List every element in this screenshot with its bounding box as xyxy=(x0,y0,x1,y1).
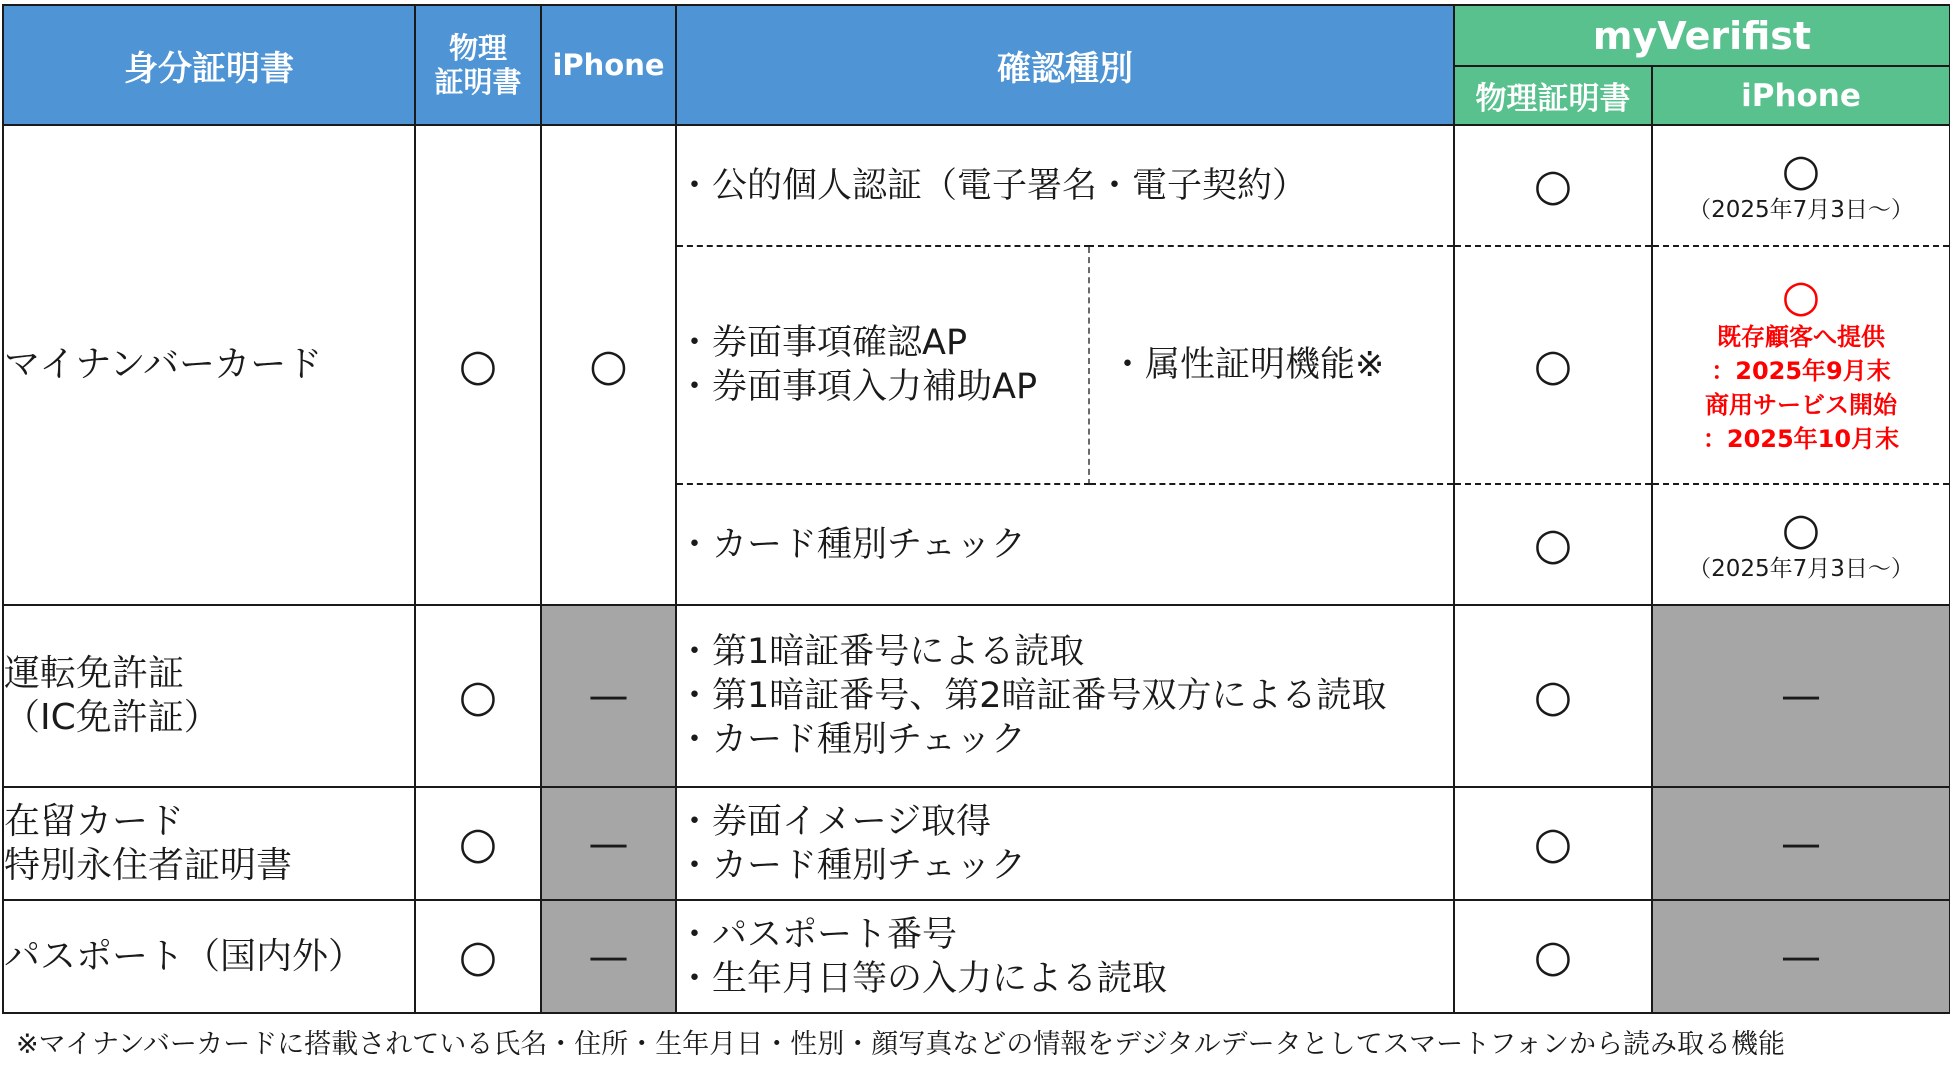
mynumber-mv-note-4: ：2025年10月末 xyxy=(1702,425,1900,453)
license-iphone-unsupported: — xyxy=(541,605,676,787)
header-iphone: iPhone xyxy=(541,5,676,125)
mynumber-check-ap2: ・券面事項入力補助AP xyxy=(677,367,1038,407)
mynumber-mv-iphone-r3 xyxy=(1652,484,1950,605)
header-check-type: 確認種別 xyxy=(676,5,1454,125)
passport-iphone-unsupported: — xyxy=(541,900,676,1013)
mynumber-iphone-mark: ○ xyxy=(541,125,676,605)
license-name-line1: 運転免許証 xyxy=(4,653,185,694)
row-residence-name xyxy=(3,787,415,900)
mynumber-physical-mark: ○ xyxy=(415,125,541,605)
mynumber-mv-physical-r3: ○ xyxy=(1454,484,1652,605)
row-license-name xyxy=(3,605,415,787)
license-checks xyxy=(676,605,1454,787)
header-myverifist: myVerifist xyxy=(1454,5,1950,66)
mynumber-mv-physical-r1: ○ xyxy=(1454,125,1652,246)
header-physical-line2: 証明書 xyxy=(434,65,522,99)
header-physical xyxy=(415,5,541,125)
passport-check-2: ・生年月日等の入力による読取 xyxy=(677,958,1168,999)
mynumber-mv-note-2: ：2025年9月末 xyxy=(1711,357,1891,385)
mynumber-check-card-ap xyxy=(676,246,1089,484)
header-physical-line1: 物理 xyxy=(448,31,507,65)
header-document: 身分証明書 xyxy=(3,5,415,125)
mynumber-check-attribute: ・属性証明機能※ xyxy=(1089,246,1454,484)
license-physical-mark: ○ xyxy=(415,605,541,787)
header-mv-iphone: iPhone xyxy=(1652,66,1950,125)
residence-mv-physical-mark: ○ xyxy=(1454,787,1652,900)
mynumber-mv-iphone-r2 xyxy=(1652,246,1950,484)
passport-check-1: ・パスポート番号 xyxy=(677,914,958,955)
residence-check-1: ・券面イメージ取得 xyxy=(677,801,991,842)
footnote: ※マイナンバーカードに搭載されている氏名・住所・生年月日・性別・顔写真などの情報をデジタルデータとしてスマートフォンから読み取る機能 xyxy=(16,1029,1785,1060)
mynumber-mv-iphone-r1-note: （2025年7月3日～） xyxy=(1688,196,1914,223)
mynumber-mv-iphone-r1 xyxy=(1652,125,1950,246)
mynumber-mv-note-1: 既存顧客へ提供 xyxy=(1717,323,1885,351)
license-check-3: ・カード種別チェック xyxy=(677,720,1026,760)
mynumber-mv-physical-r2: ○ xyxy=(1454,246,1652,484)
residence-physical-mark: ○ xyxy=(415,787,541,900)
residence-name-line1: 在留カード xyxy=(4,800,185,842)
license-check-2: ・第1暗証番号、第2暗証番号双方による読取 xyxy=(677,676,1387,716)
passport-checks xyxy=(676,900,1454,1013)
passport-mv-physical-mark: ○ xyxy=(1454,900,1652,1013)
mynumber-mv-iphone-r2-mark: ○ xyxy=(1781,271,1821,322)
license-mv-iphone-unsupported: — xyxy=(1652,605,1950,787)
residence-iphone-unsupported: — xyxy=(541,787,676,900)
passport-physical-mark: ○ xyxy=(415,900,541,1013)
row-mynumber-name: マイナンバーカード xyxy=(3,125,415,605)
residence-mv-iphone-unsupported: — xyxy=(1652,787,1950,900)
id-support-table xyxy=(2,4,1950,1014)
license-name-line2: （IC免許証） xyxy=(4,697,220,738)
license-mv-physical-mark: ○ xyxy=(1454,605,1652,787)
residence-name-line2: 特別永住者証明書 xyxy=(4,844,293,886)
mynumber-check-public-auth: ・公的個人認証（電子署名・電子契約） xyxy=(676,125,1454,246)
mynumber-mv-iphone-r1-mark: ○ xyxy=(1781,144,1821,196)
mynumber-check-card-type: ・カード種別チェック xyxy=(676,484,1454,605)
header-mv-physical: 物理証明書 xyxy=(1454,66,1652,125)
mynumber-check-ap1: ・券面事項確認AP xyxy=(677,323,968,363)
row-passport-name: パスポート（国内外） xyxy=(3,900,415,1013)
mynumber-mv-iphone-r3-note: （2025年7月3日～） xyxy=(1688,555,1914,582)
license-check-1: ・第1暗証番号による読取 xyxy=(677,632,1085,672)
passport-mv-iphone-unsupported: — xyxy=(1652,900,1950,1013)
mynumber-mv-note-3: 商用サービス開始 xyxy=(1705,391,1897,419)
mynumber-mv-iphone-r3-mark: ○ xyxy=(1781,503,1821,555)
residence-check-2: ・カード種別チェック xyxy=(677,845,1026,886)
residence-checks xyxy=(676,787,1454,900)
